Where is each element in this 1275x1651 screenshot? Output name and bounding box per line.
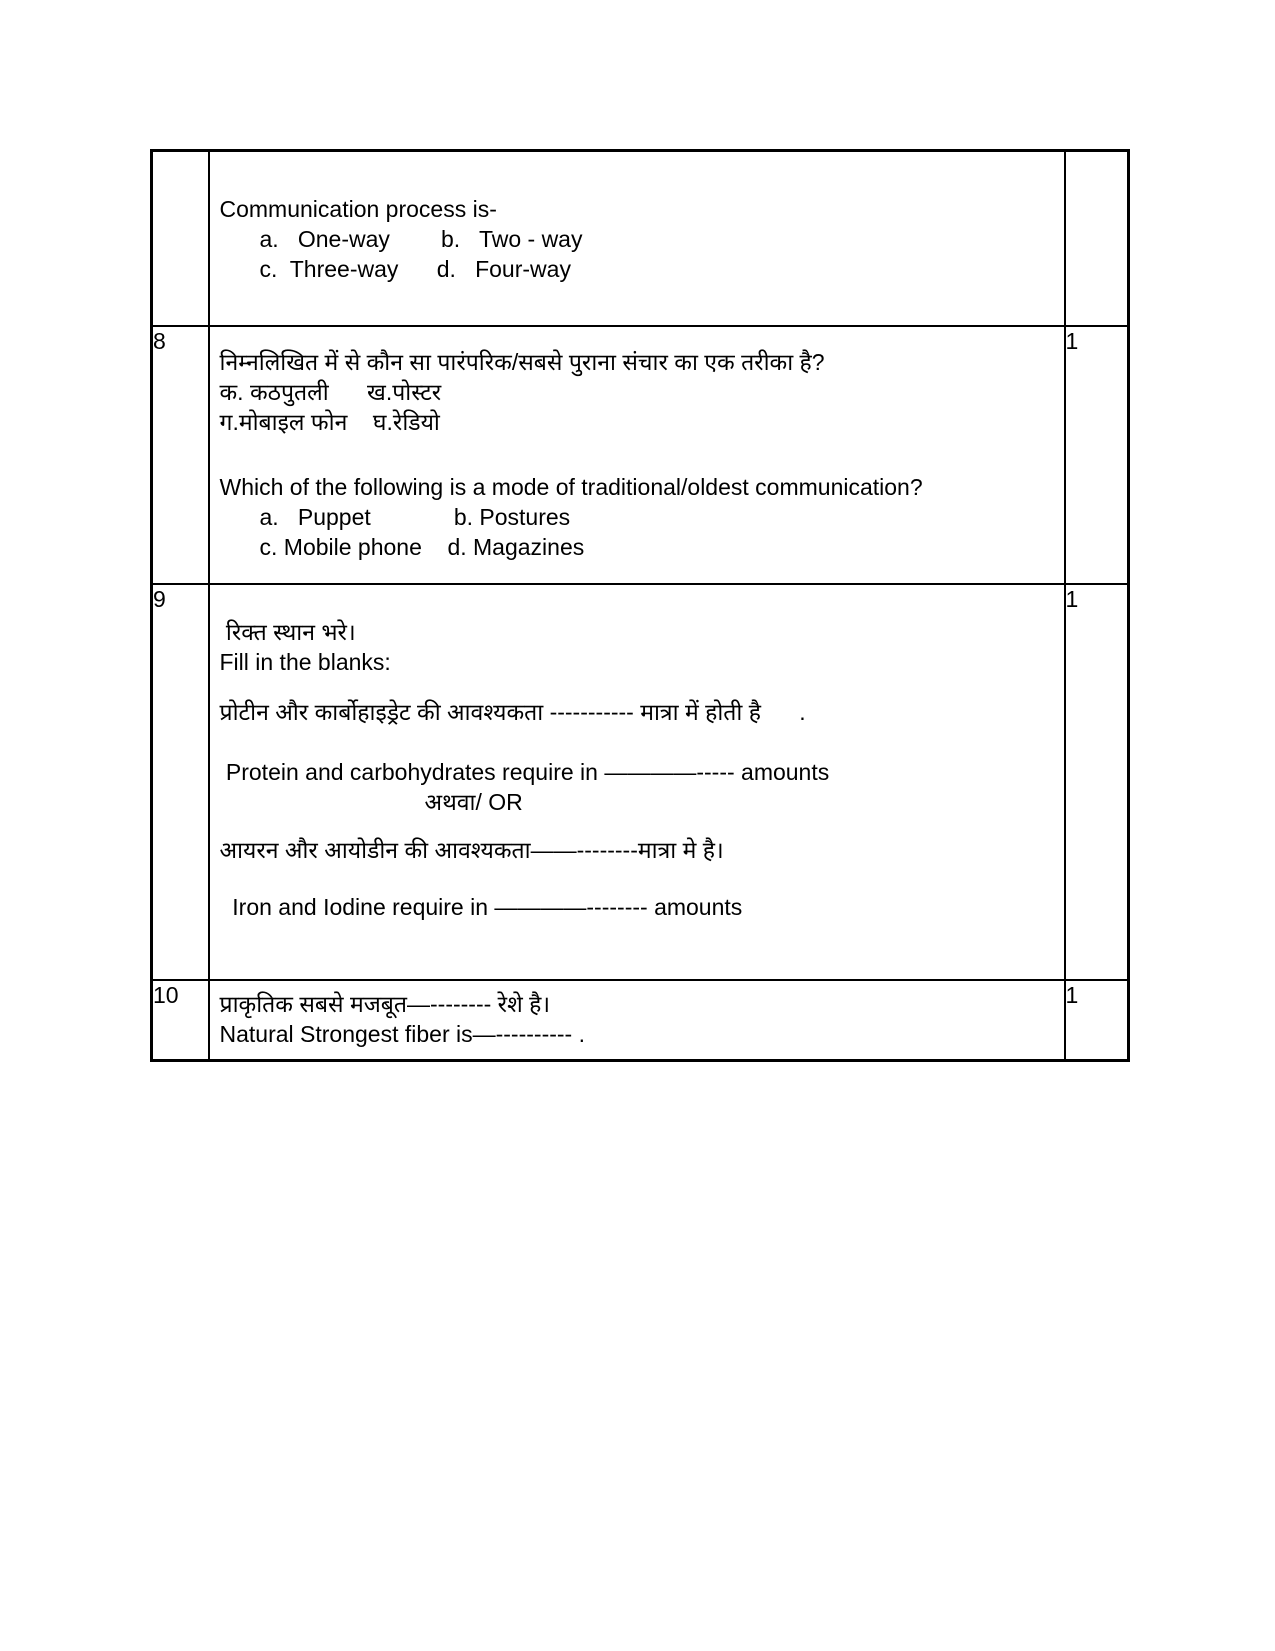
question-body-cell: [209, 980, 1065, 1061]
question-text-hindi: निम्नलिखित में से कौन सा पारंपरिक/सबसे पुराना संचार का एक तरीका है?: [219, 349, 825, 375]
question-body-cell: [209, 326, 1065, 584]
fill-blank-english-2: Iron and Iodine require in ————-------- amounts: [219, 894, 743, 920]
instruction-english: Fill in the blanks:: [219, 649, 391, 675]
table-row: [152, 326, 1129, 584]
fill-blank-hindi-2: आयरन और आयोडीन की आवश्यकता——--------मात्रा मे है।: [219, 837, 724, 863]
question-number-cell: 10: [152, 980, 209, 1061]
fill-blank-hindi: प्राकृतिक सबसे मजबूत—-------- रेशे है।: [219, 991, 551, 1017]
marks-cell: [1065, 151, 1129, 327]
blank-line: [220, 865, 1056, 892]
question-number-cell: 8: [152, 326, 209, 584]
question-table: [150, 149, 1130, 1062]
option-line-ab: a. One-way b. Two - way: [259, 226, 583, 252]
option-line-hindi-cd: ग.मोबाइल फोन घ.रेडियो: [219, 409, 440, 435]
question-text: Communication process is-: [219, 196, 497, 222]
or-separator: अथवा/ OR: [424, 789, 523, 815]
option-line-hindi-ab: क. कठपुतली ख.पोस्टर: [219, 379, 442, 405]
question-body-cell: [209, 584, 1065, 980]
option-line-ab: a. Puppet b. Postures: [259, 504, 571, 530]
table-row: [152, 151, 1129, 327]
fill-blank-english-1: Protein and carbohydrates require in ————----- amounts: [219, 759, 830, 785]
blank-line: [220, 677, 1056, 697]
question-number-cell: [152, 151, 209, 327]
option-line-cd: c. Three-way d. Four-way: [259, 256, 571, 282]
fill-blank-hindi-1: प्रोटीन और कार्बोहाइड्रेट की आवश्यकता ----------- मात्रा में होती है .: [219, 699, 806, 725]
instruction-hindi: रिक्त स्थान भरे।: [219, 619, 356, 645]
question-number-cell: 9: [152, 584, 209, 980]
question-text-english: Which of the following is a mode of traditional/oldest communication?: [219, 474, 923, 500]
blank-line: [220, 817, 1056, 835]
marks-cell: 1: [1065, 980, 1129, 1061]
blank-line: [220, 437, 1056, 472]
table-row: [152, 584, 1129, 980]
fill-blank-english: Natural Strongest fiber is—---------- .: [219, 1021, 585, 1047]
option-line-cd: c. Mobile phone d. Magazines: [259, 534, 585, 560]
question-body-cell: [209, 151, 1065, 327]
marks-cell: 1: [1065, 326, 1129, 584]
table-row: [152, 980, 1129, 1061]
marks-cell: 1: [1065, 584, 1129, 980]
blank-line: [220, 727, 1056, 757]
